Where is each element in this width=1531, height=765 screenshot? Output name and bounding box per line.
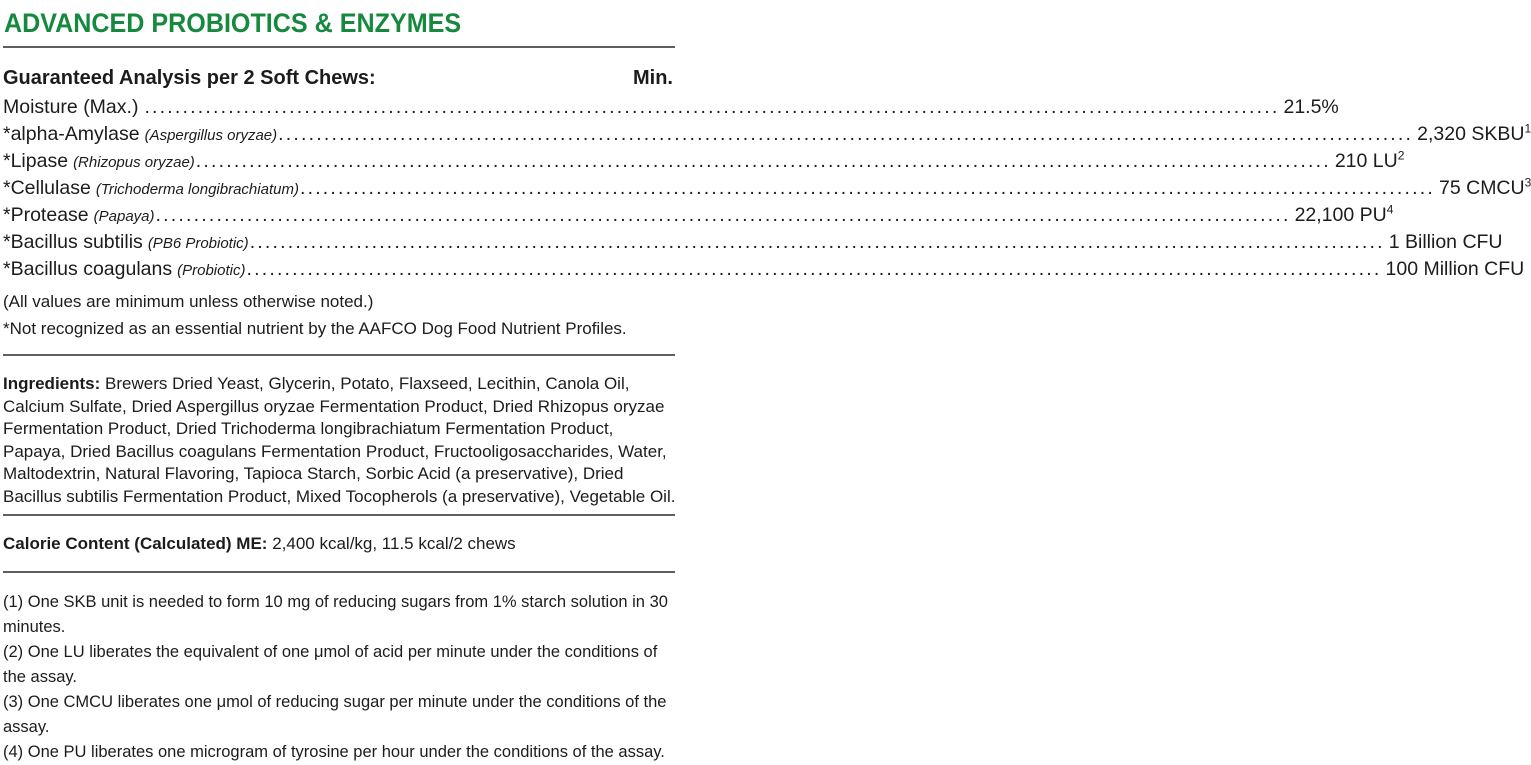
row-detail: (Papaya)	[94, 203, 155, 230]
footnotes-list	[3, 590, 675, 765]
supplement-label	[0, 0, 679, 765]
analysis-row-cellulase	[3, 175, 673, 202]
dot-leader	[156, 202, 1291, 229]
dot-leader	[144, 94, 1279, 121]
row-detail: (PB6 Probiotic)	[148, 230, 249, 257]
row-name: *Bacillus subtilis	[3, 229, 143, 256]
row-name: *Protease	[3, 202, 89, 229]
footnote-marker: 2	[1398, 149, 1405, 163]
row-value: 100 Million CFU	[1386, 256, 1525, 283]
dot-leader	[278, 121, 1413, 148]
dot-leader	[300, 175, 1435, 202]
product-title: ADVANCED PROBIOTICS & ENZYMES	[4, 8, 461, 39]
divider-top	[3, 46, 675, 48]
row-value: 210 $LU^2$	[1335, 148, 1405, 175]
analysis-row-bacillus-subtilis	[3, 229, 673, 256]
ingredients-text: Brewers Dried Yeast, Glycerin, Potato, Flaxseed, Lecithin, Canola Oil, Calcium Sulfate, Dried Aspergillus oryzae Fermentation Product, Dried Rhizopus oryzae Fermentation Product, Dried Trichoderma longibrachiatum Fermentation Product, Papaya, Dried Bacillus coagulans Fermentation Product, Fructooligosaccharides, Water, Maltodextrin, Natural Flavoring, Tapioca Starch, Sorbic Acid (a preservative), Dried Bacillus subtilis Fermentation Product, Mixed Tocopherols (a preservative), Vegetable Oil.	[3, 374, 675, 506]
analysis-row-bacillus-coagulans	[3, 256, 673, 283]
analysis-rows	[3, 94, 675, 283]
row-name: *alpha-Amylase	[3, 121, 140, 148]
row-name: Moisture (Max.)	[3, 94, 138, 121]
analysis-row-protease	[3, 202, 673, 229]
row-value: 22,100 $PU^4$	[1295, 202, 1394, 229]
calorie-label: Calorie Content (Calculated) ME:	[3, 534, 267, 553]
ingredients-paragraph	[3, 373, 679, 508]
footnote-marker: 1	[1525, 122, 1531, 136]
dot-leader	[246, 256, 1381, 283]
dot-leader	[250, 229, 1385, 256]
analysis-row-lipase	[3, 148, 673, 175]
row-name: *Bacillus coagulans	[3, 256, 172, 283]
analysis-heading: Guaranteed Analysis per 2 Soft Chews:	[3, 67, 376, 90]
dot-leader	[196, 148, 1331, 175]
row-value: 75 CMCU$^3$	[1439, 175, 1531, 202]
calorie-text: 2,400 kcal/kg, 11.5 kcal/2 chews	[267, 534, 515, 553]
row-name: *Lipase	[3, 148, 68, 175]
guaranteed-analysis-section	[3, 67, 675, 339]
ingredients-label: Ingredients:	[3, 374, 100, 393]
row-value: 21.5%	[1283, 94, 1338, 121]
footnote-cmcu: (3) One CMCU liberates one μmol of reducing sugar per minute under the conditions of the assay.	[3, 690, 675, 740]
row-value: 2,320 SKBU$^1$	[1417, 121, 1531, 148]
analysis-row-moisture	[3, 94, 673, 121]
row-detail: (Trichoderma longibrachiatum)	[96, 176, 299, 203]
footnote-lu: (2) One LU liberates the equivalent of one μmol of acid per minute under the conditions of the assay.	[3, 640, 675, 690]
divider-calories-bottom	[3, 571, 675, 573]
row-detail: (Rhizopus oryzae)	[73, 149, 195, 176]
row-name: *Cellulase	[3, 175, 91, 202]
divider-ingredients-bottom	[3, 514, 675, 516]
row-detail: (Aspergillus oryzae)	[145, 122, 278, 149]
row-detail: (Probiotic)	[177, 257, 245, 284]
footnote-pu: (4) One PU liberates one microgram of tyrosine per hour under the conditions of the assay.	[3, 740, 675, 765]
note-aafco: *Not recognized as an essential nutrient by the AAFCO Dog Food Nutrient Profiles.	[3, 319, 675, 339]
min-column-label: Min.	[633, 67, 673, 90]
row-value: 1 Billion CFU	[1389, 229, 1503, 256]
analysis-header-row	[3, 67, 675, 90]
footnote-skb: (1) One SKB unit is needed to form 10 mg of reducing sugars from 1% starch solution in 30 minutes.	[3, 590, 675, 640]
divider-analysis-bottom	[3, 354, 675, 356]
analysis-row-alpha-amylase	[3, 121, 673, 148]
note-minimum-values: (All values are minimum unless otherwise noted.)	[3, 292, 675, 312]
footnote-marker: 3	[1525, 176, 1531, 190]
footnote-marker: 4	[1387, 203, 1394, 217]
calorie-content-line	[3, 534, 675, 554]
